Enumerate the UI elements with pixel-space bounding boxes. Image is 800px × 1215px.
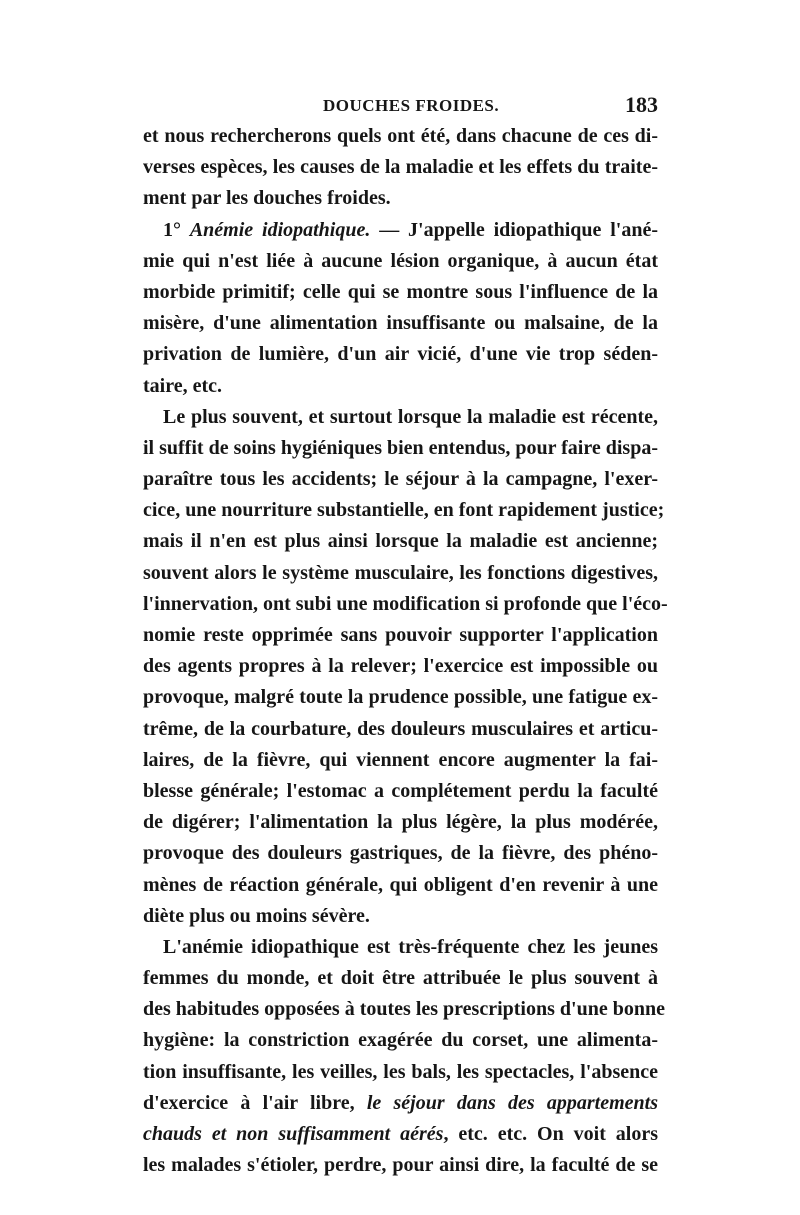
- emphasis-text: chauds et non suffisamment aérés: [143, 1123, 444, 1145]
- text-line: trême, de la courbature, des douleurs musculaires et articu-: [143, 717, 658, 740]
- text-line: mais il n'en est plus ainsi lorsque la maladie est ancienne;: [143, 530, 658, 553]
- text-line: nomie reste opprimée sans pouvoir supporter l'application: [143, 624, 658, 646]
- text-line: et nous rechercherons quels ont été, dans chacune de ces di-: [143, 125, 658, 147]
- text-line-with-emphasis: [143, 1088, 658, 1119]
- text-line: cice, une nourriture substantielle, en font rapidement justice;: [143, 499, 665, 522]
- text-line: verses espèces, les causes de la maladie et les effets du traite-: [143, 156, 658, 179]
- text-line-section-heading: [143, 215, 658, 246]
- text-line: des habitudes opposées à toutes les prescriptions d'une bonne: [143, 998, 665, 1021]
- text-line: des agents propres à la relever; l'exercice est impossible ou: [143, 655, 658, 678]
- text-line: morbide primitif; celle qui se montre sous l'influence de la: [143, 280, 658, 303]
- text-line: Le plus souvent, et surtout lorsque la maladie est récente,: [163, 405, 658, 428]
- text-line: tion insuffisante, les veilles, les bals, les spectacles, l'absence: [143, 1060, 658, 1083]
- text-line: blesse générale; l'estomac a complétement perdu la faculté: [143, 779, 658, 802]
- text-line: ment par les douches froides.: [143, 187, 391, 210]
- text-line: l'innervation, ont subi une modification si profonde que l'éco-: [143, 592, 668, 615]
- text-line: femmes du monde, et doit être attribuée le plus souvent à: [143, 967, 658, 990]
- text-line: diète plus ou moins sévère.: [143, 904, 370, 927]
- text-fragment: d'exercice à l'air libre,: [143, 1091, 367, 1114]
- text-line: paraître tous les accidents; le séjour à la campagne, l'exer-: [143, 468, 658, 491]
- body-text: [143, 121, 668, 1181]
- text-line: de digérer; l'alimentation la plus légère, la plus modérée,: [143, 811, 658, 834]
- text-line: provoque des douleurs gastriques, de la fièvre, des phéno-: [143, 842, 658, 865]
- section-intro: — J'appelle idiopathique l'ané-: [370, 218, 659, 241]
- emphasis-text: le séjour dans des appartements: [366, 1091, 658, 1114]
- text-line: les malades s'étioler, perdre, pour ainsi dire, la faculté de se: [143, 1154, 658, 1177]
- running-head: DOUCHES FROIDES.: [323, 96, 500, 115]
- text-line: taire, etc.: [143, 374, 223, 397]
- section-title: Anémie idiopathique.: [189, 218, 371, 241]
- text-line: mie qui n'est liée à aucune lésion organique, à aucun état: [143, 249, 658, 272]
- text-line: provoque, malgré toute la prudence possible, une fatigue ex-: [143, 686, 658, 709]
- text-line: privation de lumière, d'un air vicié, d'une vie trop séden-: [143, 343, 658, 366]
- text-fragment: , etc. etc. On voit alors: [443, 1123, 659, 1145]
- text-line: laires, de la fièvre, qui viennent encore augmenter la fai-: [143, 748, 658, 771]
- text-line-with-emphasis: [143, 1119, 658, 1150]
- text-line: mènes de réaction générale, qui obligent d'en revenir à une: [143, 873, 658, 896]
- page-header: [143, 92, 658, 122]
- text-line: L'anémie idiopathique est très-fréquente chez les jeunes: [163, 935, 658, 958]
- text-line: hygiène: la constriction exagérée du corset, une alimenta-: [143, 1029, 658, 1052]
- section-number: 1°: [163, 218, 190, 241]
- page-number: 183: [625, 92, 658, 117]
- text-line: souvent alors le système musculaire, les fonctions digestives,: [143, 561, 658, 584]
- text-line: il suffit de soins hygiéniques bien entendus, pour faire dispa-: [143, 436, 658, 459]
- text-line: misère, d'une alimentation insuffisante ou malsaine, de la: [143, 312, 658, 335]
